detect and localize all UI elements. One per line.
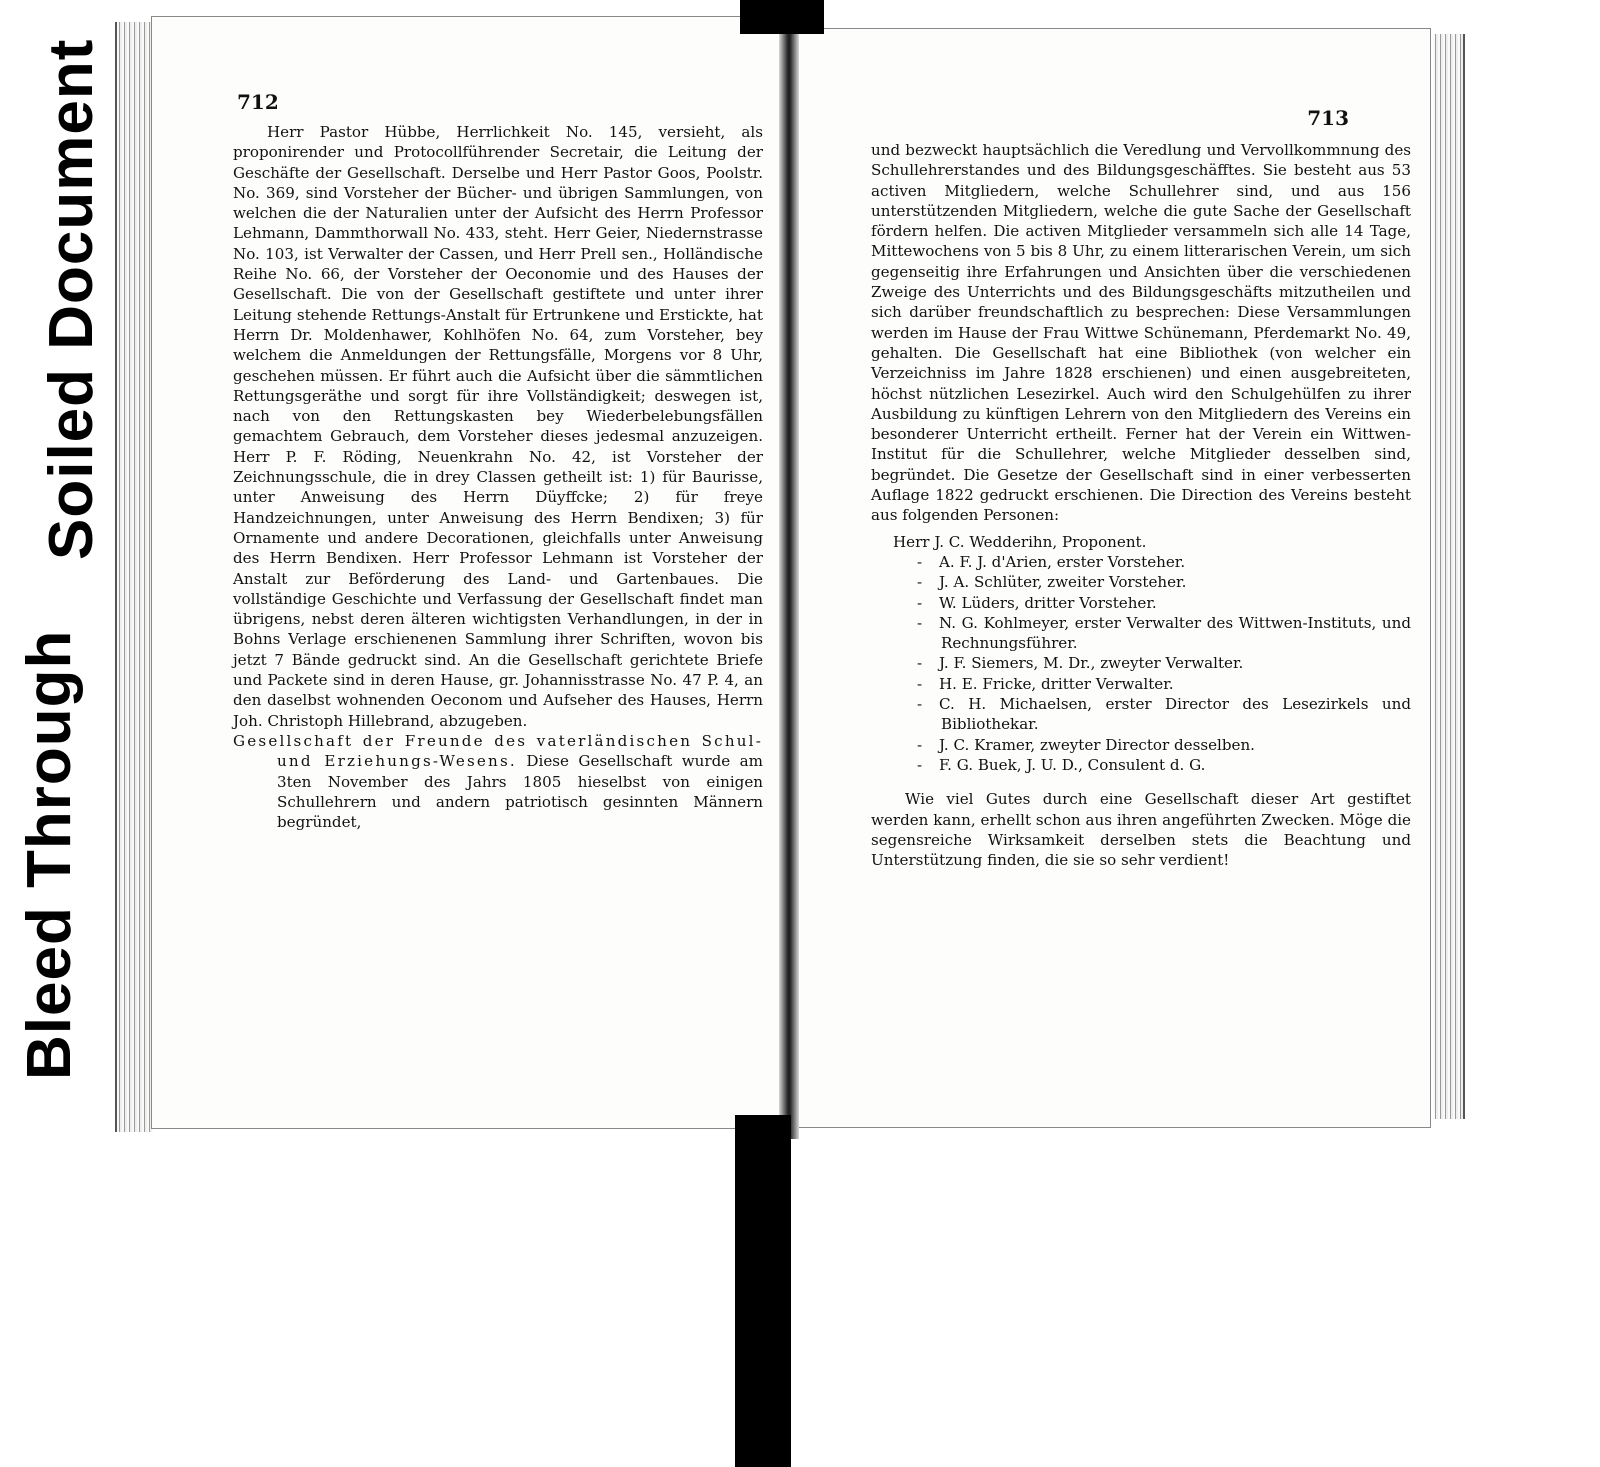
page-edges-left [115, 22, 153, 1132]
soiled-document-label: Soiled Document [37, 38, 106, 560]
direction-member [871, 694, 1411, 735]
page-number-right: 713 [1307, 106, 1349, 130]
direction-member [871, 674, 1411, 694]
right-page [791, 28, 1431, 1128]
direction-member-text: J. C. Kramer, zweyter Director desselben. [939, 735, 1255, 754]
direction-member-text: Herr J. C. Wedderihn, Proponent. [893, 532, 1147, 551]
section-title: Gesellschaft der Freunde des vaterländischen Schul- und Erziehungs-Wesens. [233, 731, 763, 771]
dash-mark: - [917, 552, 923, 571]
section-entry [233, 731, 763, 832]
left-paragraph: Herr Pastor Hübbe, Herrlichkeit No. 145, versieht, als proponirender und Protocollführender Secretair, die Leitung der Geschäfte der Gesellschaft. Derselbe und Herr Pastor Goos, Poolstr. No. 369, sind Vorsteher der Bücher- und übrigen Sammlungen, von welchen die der Naturalien unter der Aufsicht des Herrn Professor Lehmann, Dammthorwall No. 433, steht. Herr Geier, Niedernstrasse No. 103, ist Verwalter der Cassen, und Herr Prell sen., Holländische Reihe No. 66, der Vorsteher der Oeconomie und des Hauses der Gesellschaft. Die von der Gesellschaft gestiftete und unter ihrer Leitung stehende Rettungs-Anstalt für Ertrunkene und Erstickte, hat Herrn Dr. Moldenhawer, Kohlhöfen No. 64, zum Vorsteher, bey welchem die Anmeldungen der Rettungsfälle, Morgens vor 8 Uhr, geschehen müssen. Er führt auch die Aufsicht über die sämmtlichen Rettungsgeräthe und sorgt für ihre Vollständigkeit; deswegen ist, nach von den Rettungskasten bey Wiederbelebungsfällen gemachtem Gebrauch, dem Vorsteher dieses jedesmal anzuzeigen. Herr P. F. Röding, Neuenkrahn No. 42, ist Vorsteher der Zeichnungsschule, die in drey Classen getheilt ist: 1) für Baurisse, unter Anweisung des Herrn Düyffcke; 2) für freye Handzeichnungen, unter Anweisung des Herrn Bendixen; 3) für Ornamente und andere Decorationen, gleichfalls unter Anweisung des Herrn Bendixen. Herr Professor Lehmann ist Vorsteher der Anstalt zur Beförderung des Land- und Gartenbaues. Die vollständige Geschichte und Verfassung der Gesellschaft findet man übrigens, nebst deren älteren wichtigsten Verhandlungen, in der in Bohns Verlage erschienenen Sammlung ihrer Schriften, wovon bis jetzt 7 Bände gedruckt sind. An die Gesellschaft gerichtete Briefe und Packete sind in deren Hause, gr. Johannisstrasse No. 47 P. 4, an den daselbst wohnenden Oeconom und Aufseher des Hauses, Herrn Joh. Christoph Hillebrand, abzugeben. [233, 123, 763, 730]
direction-member-text: W. Lüders, dritter Vorsteher. [939, 593, 1157, 612]
section-text: Diese Gesellschaft wurde am 3ten November des Jahrs 1805 hieselbst von einigen Schullehrern und andern patriotisch gesinnten Männern begründet, [277, 752, 763, 832]
dash-mark: - [917, 695, 923, 714]
direction-list [871, 532, 1411, 776]
dash-mark: - [917, 593, 923, 612]
direction-member [871, 653, 1411, 673]
page-edges-right [1433, 34, 1465, 1119]
closing-paragraph: Wie viel Gutes durch eine Gesellschaft dieser Art gestiftet werden kann, erhellt schon aus ihren angeführten Zwecken. Möge die segensreiche Wirksamkeit derselben stets die Beachtung und Unterstützung finden, die sie so sehr verdient! [871, 790, 1411, 870]
left-page [151, 16, 789, 1129]
page-number-left: 712 [237, 90, 279, 114]
dash-mark: - [917, 674, 923, 693]
direction-member-text: J. F. Siemers, M. Dr., zweyter Verwalter. [939, 654, 1244, 673]
open-book [115, 14, 1465, 1139]
direction-member-text: A. F. J. d'Arien, erster Vorsteher. [939, 552, 1186, 571]
bleed-through-label: Bleed Through [15, 629, 84, 1080]
direction-member-text: J. A. Schlüter, zweiter Vorsteher. [939, 573, 1187, 592]
left-page-body [233, 122, 763, 832]
direction-member [871, 572, 1411, 592]
direction-member [871, 735, 1411, 755]
dash-mark: - [917, 613, 923, 632]
book-gutter [779, 14, 799, 1139]
direction-member [871, 532, 1411, 552]
dash-mark: - [917, 573, 923, 592]
dash-mark: - [917, 755, 923, 774]
direction-member-text: C. H. Michaelsen, erster Director des Lesezirkels und Bibliothekar. [939, 695, 1411, 734]
direction-member [871, 552, 1411, 572]
right-paragraph: und bezweckt hauptsächlich die Veredlung und Vervollkommnung des Schullehrerstandes und des Bildungsgeschäfftes. Sie besteht aus 53 activen Mitgliedern, welche Schullehrer sind, und aus 156 unterstützenden Mitgliedern, welche die gute Sache der Gesellschaft fördern helfen. Die activen Mitglieder versammeln sich alle 14 Tage, Mittewochens von 5 bis 8 Uhr, zu einem litterarischen Verein, um sich gegenseitig ihre Erfahrungen und Ansichten über die verschiedenen Zweige des Unterrichts und des Bildungsgeschäfts mitzutheilen und sich darüber freundschaftlich zu besprechen: Diese Versammlungen werden im Hause der Frau Wittwe Schünemann, Pferdemarkt No. 49, gehalten. Die Gesellschaft hat eine Bibliothek (von welcher ein Verzeichniss im Jahre 1828 erschienen) und einen ausgebreiteten, höchst nützlichen Lesezirkel. Auch wird den Schulgehülfen zu ihrer Ausbildung zu künftigen Lehrern von den Mitgliedern des Vereins ein besonderer Unterricht ertheilt. Ferner hat der Verein ein Wittwen-Institut für die Schullehrer, welche Mitglieder desselben sind, begründet. Die Gesetze der Gesellschaft sind in einer verbesserten Auflage 1822 gedruckt erschienen. Die Direction des Vereins besteht aus folgenden Personen: [871, 141, 1411, 525]
right-page-body [871, 140, 1411, 870]
direction-member-text: N. G. Kohlmeyer, erster Verwalter des Wittwen-Instituts, und Rechnungsführer. [939, 613, 1411, 653]
scan-stamp-labels [0, 0, 110, 1110]
binding-tab-top [740, 0, 824, 34]
direction-member [871, 593, 1411, 613]
dash-mark: - [917, 735, 923, 754]
direction-member-text: H. E. Fricke, dritter Verwalter. [939, 674, 1174, 693]
dash-mark: - [917, 654, 923, 673]
direction-member [871, 613, 1411, 654]
binding-tab-bottom [735, 1115, 791, 1467]
direction-member [871, 755, 1411, 775]
direction-member-text: F. G. Buek, J. U. D., Consulent d. G. [939, 755, 1206, 774]
